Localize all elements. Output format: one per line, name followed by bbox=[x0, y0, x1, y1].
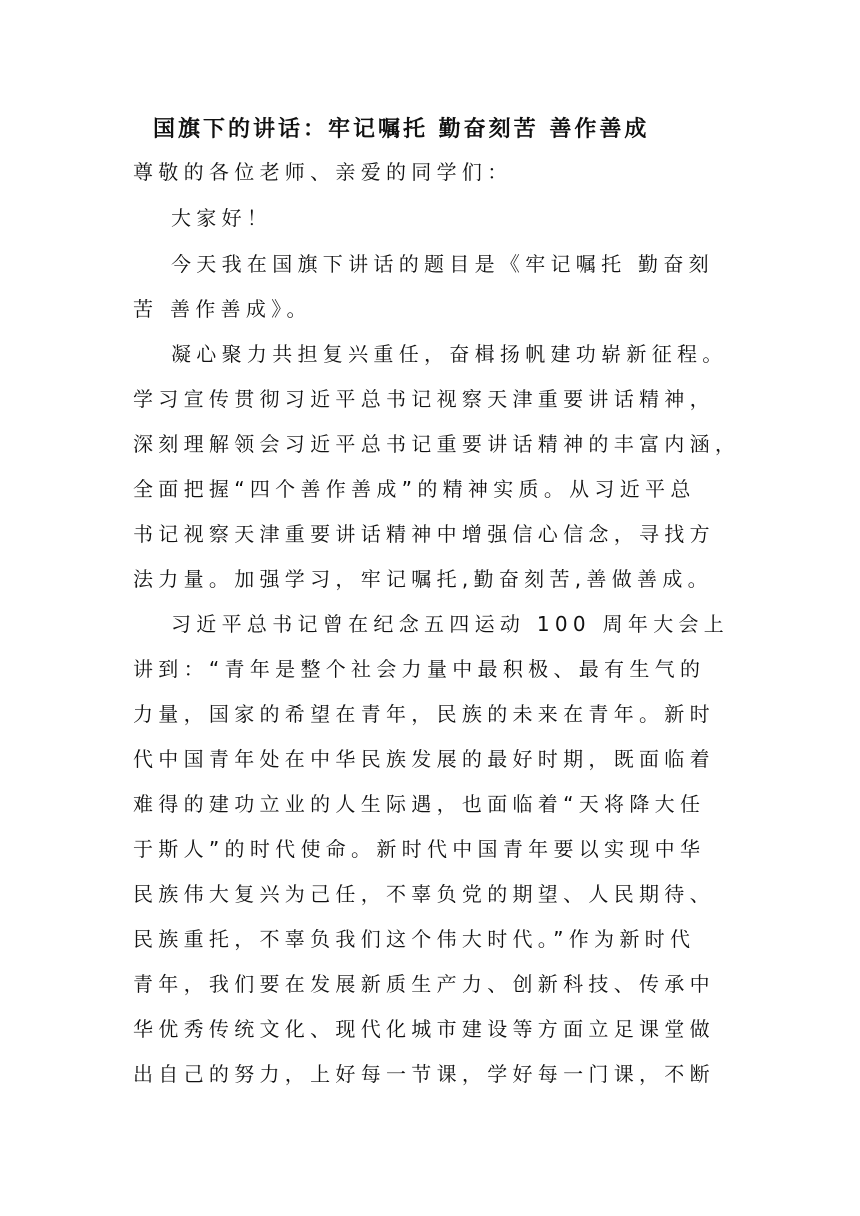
paragraph-line: 青年，我们要在发展新质生产力、创新科技、传承中 bbox=[133, 972, 715, 996]
paragraph-line: 书记视察天津重要讲话精神中增强信心信念，寻找方 bbox=[133, 522, 715, 546]
paragraph-line: 习近平总书记曾在纪念五四运动 100 周年大会上 bbox=[171, 612, 730, 636]
paragraph-line: 力量，国家的希望在青年，民族的未来在青年。新时 bbox=[133, 702, 715, 726]
paragraph-line: 全面把握“四个善作善成”的精神实质。从习近平总 bbox=[133, 477, 696, 501]
paragraph-line: 难得的建功立业的人生际遇，也面临着“天将降大任 bbox=[133, 792, 706, 816]
greeting-line: 大家好！ bbox=[171, 206, 273, 230]
paragraph-line: 法力量。加强学习，牢记嘱托,勤奋刻苦,善做善成。 bbox=[133, 567, 713, 591]
paragraph-line: 于斯人”的时代使命。新时代中国青年要以实现中华 bbox=[133, 837, 706, 861]
paragraph-line: 代中国青年处在中华民族发展的最好时期，既面临着 bbox=[133, 747, 715, 771]
paragraph-line: 深刻理解领会习近平总书记重要讲话精神的丰富内涵， bbox=[133, 432, 741, 456]
document-title: 国旗下的讲话：牢记嘱托 勤奋刻苦 善作善成 bbox=[153, 117, 650, 142]
paragraph-line: 民族重托，不辜负我们这个伟大时代。”作为新时代 bbox=[133, 927, 696, 951]
paragraph-line: 讲到：“青年是整个社会力量中最积极、最有生气的 bbox=[133, 657, 706, 681]
paragraph-line: 华优秀传统文化、现代化城市建设等方面立足课堂做 bbox=[133, 1017, 715, 1041]
paragraph-line: 学习宣传贯彻习近平总书记视察天津重要讲话精神， bbox=[133, 387, 715, 411]
paragraph-line: 民族伟大复兴为己任，不辜负党的期望、人民期待、 bbox=[133, 882, 715, 906]
salutation-line: 尊敬的各位老师、亲爱的同学们： bbox=[133, 160, 513, 184]
paragraph-line: 苦 善作善成》。 bbox=[133, 297, 312, 321]
paragraph-line: 出自己的努力，上好每一节课，学好每一门课，不断 bbox=[133, 1062, 715, 1086]
paragraph-line: 今天我在国旗下讲话的题目是《牢记嘱托 勤奋刻 bbox=[171, 252, 714, 276]
paragraph-line: 凝心聚力共担复兴重任，奋楫扬帆建功崭新征程。 bbox=[171, 342, 728, 366]
